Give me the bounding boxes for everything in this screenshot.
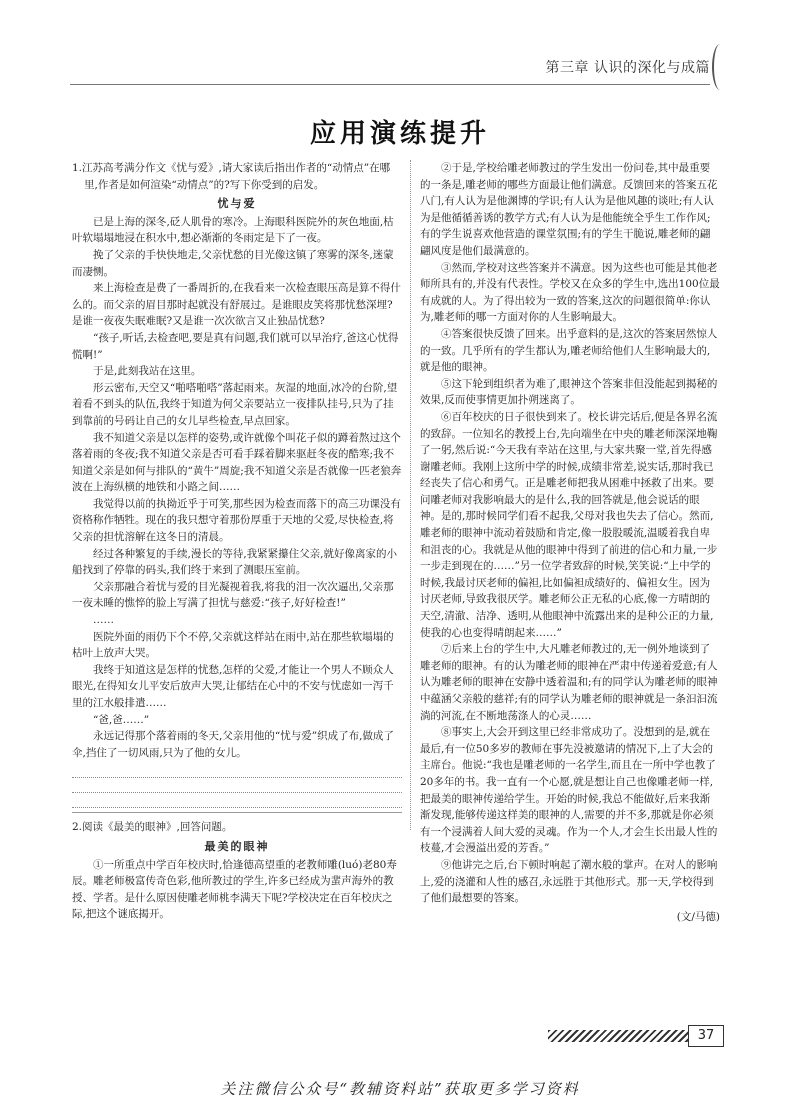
- essay-2-title: 最美的眼神: [204, 839, 270, 853]
- essay-2-source: (文/马德): [676, 910, 720, 923]
- right-column: [420, 160, 720, 925]
- question-1-prompt: 1.江苏高考满分作文《忧与爱》,请大家读后指出作者的“动情点”在哪里,作者是如何渲染“动情点”的?写下你受到的启发。: [72, 162, 391, 191]
- answer-lines[interactable]: [72, 766, 402, 808]
- essay-2-paragraph: ⑤这下轮到组织者为难了,眼神这个答案非但没能起到揭秘的效果,反而使事情更加扑朔迷离了。: [420, 377, 718, 407]
- essay-1-paragraph: 我觉得以前的执拗近乎于可笑,那些因为检查而落下的高三功课没有资格称作牺牲。现在的我只想守着那份厚重于天地的父爱,尽快检查,将父亲的担忧溶解在这冬日的清晨。: [72, 497, 401, 544]
- essay-1-paragraph: 我不知道父亲是以怎样的姿势,或许就像个叫花子似的蹲着熬过这个落着雨的冬夜;我不知道父亲是否可看手踩着脚来驱赶冬夜的酷寒;我不知道父亲是如何与排队的“黄牛”周旋;我不知道父亲是否就像一匹老狼奔波在上海纵横的地铁和小路之间……: [72, 431, 402, 494]
- essay-2-paragraph: ②于是,学校给雕老师教过的学生发出一份问卷,其中最重要的一条是,雕老师的哪些方面最让他们满意。反馈回来的答案五花八门,有人认为是他渊博的学识;有人认为是他风趣的谈吐;有人认为是他循循善诱的教学方式;有人认为是他能统全乎生工作作风;有的学生说喜欢他营造的课堂氛围;有的学生干脆说,雕老师的翩翩风度是他们最满意的。: [420, 162, 718, 257]
- essay-1-title: 忧与爱: [217, 197, 257, 211]
- header-rule: [70, 84, 710, 85]
- page-number-hatch-bar: [548, 1030, 688, 1042]
- column-divider: [410, 160, 411, 830]
- essay-1-paragraph: 父亲那融合着忧与爱的目光凝视着我,将我的泪一次次逼出,父亲那一夜未睡的憔悴的脸上写满了担忧与慈爱:“孩子,好好检查!”: [72, 580, 394, 610]
- header-curl-ornament: [712, 44, 728, 90]
- essay-1-paragraph: 形云密布,天空又“啪嗒啪嗒”落起雨来。灰湿的地面,冰冷的台阶,望着看不到头的队伍,我终于知道为何父亲要站立一夜排队挂号,只为了挂到靠前的号码让自己的女儿早些检查,早点回家。: [72, 381, 398, 427]
- essay-2-paragraph: ⑦后来上台的学生中,大凡雕老师教过的,无一例外地谈到了雕老师的眼神。有的认为雕老师的眼神在严肃中传递着爱意;有人认为雕老师的眼神在安静中透着温和;有的同学认为雕老师的眼神中蕴涵父亲般的慈祥;有的同学认为雕老师的眼神就是一条汩汩流淌的河流,在不断地荡涤人的心灵……: [420, 643, 718, 722]
- essay-2-paragraph: ⑨他讲完之后,台下顿时响起了潮水般的掌声。在对人的影响上,爱的浇灌和人性的感召,永远胜于其他形式。那一天,学校得到了他们最想要的答案。: [420, 858, 718, 905]
- question-2-prompt: 2.阅读《最美的眼神》,回答问题。: [72, 821, 233, 834]
- page-number: 37: [688, 1025, 724, 1047]
- essay-2-paragraph: ⑥百年校庆的日子很快到来了。校长讲完话后,便是各界名流的致辞。一位知名的教授上台,先向端坐在中央的雕老师深深地鞠了一躬,然后说:“今天我有幸站在这里,与大家共聚一堂,首先得感谢雕老师。我刚上这所中学的时候,成绩非常差,说实话,那时我已经丧失了信心和勇气。正是雕老师把我从困难中拯救了出来。要问雕老师对我影响最大的是什么,我的回答就是,他会说话的眼神。是的,那时候同学们看不起我,父母对我也失去了信心。然而,雕老师的眼神中流动着鼓励和肯定,像一股股暖流,温暖着我自卑和沮丧的心。我就是从他的眼神中得到了前进的信心和力量,一步一步走到现在的……”另一位学者致辞的时候,笑笑说:“上中学的时候,我最讨厌老师的偏袒,比如偏袒成绩好的、偏袒女生。因为讨厌老师,导致我很厌学。雕老师公正无私的心底,像一方晴朗的天空,清澈、洁净、透明,从他眼神中流露出来的是种公正的力量,使我的心也变得晴朗起来……”: [420, 410, 718, 639]
- essay-1-paragraph: 永远记得那个落着雨的冬天,父亲用他的“忧与爱”织成了布,做成了伞,挡住了一切风雨,只为了他的女儿。: [72, 730, 394, 759]
- section-rule: [72, 812, 402, 813]
- essay-1-paragraph: 来上海检查是费了一番周折的,在我看来一次检查眼压高是算不得什么的。而父亲的眉目那时起就没有舒展过。是谁眼皮笑将那忧愁深埋?是谁一夜夜失眠难眠?又是谁一次次欲言又止独品忧愁?: [72, 282, 401, 328]
- essay-1-paragraph: “爸,爸……”: [93, 713, 150, 726]
- essay-1-paragraph: 于是,此刻我站在这里。: [93, 365, 202, 378]
- essay-1-body: [72, 214, 402, 762]
- chapter-header: 第三章 认识的深化与成篇: [545, 60, 710, 76]
- footer-note: 关注微信公众号“教辅资料站”获取更多学习资料: [220, 1080, 580, 1098]
- essay-1-paragraph: “孩子,听话,去检查吧,要是真有问题,我们就可以早治疗,爸这心忧得慌啊!”: [72, 331, 399, 361]
- answer-line[interactable]: [72, 796, 402, 808]
- answer-line[interactable]: [72, 781, 402, 793]
- left-column: [72, 160, 402, 923]
- essay-2-paragraph: ①一所重点中学百年校庆时,恰逢德高望重的老教师雕(luó)老80寿辰。雕老师极富传奇色彩,他所教过的学生,许多已经成为蜚声海外的教授、学者。是什么原因使雕老师桃李满天下呢?学校决定在百年校庆之际,把这个谜底揭开。: [72, 858, 397, 921]
- essay-1-paragraph: 挽了父亲的手快快地走,父亲忧愁的目光像这镇了寒雾的深冬,迷蒙而凄恻。: [72, 248, 394, 278]
- essay-1-paragraph: 医院外面的雨仍下个不停,父亲就这样站在雨中,站在那些软塌塌的枯叶上放声大哭。: [72, 630, 394, 660]
- essay-1-paragraph: ……: [93, 614, 114, 627]
- essay-2-paragraph: ③然而,学校对这些答案并不满意。因为这些也可能是其他老师所具有的,并没有代表性。学校又在众多的学生中,选出100位最有成就的人。为了得出较为一致的答案,这次的问题很简单:你认为,雕老师的哪一方面对你的人生影响最大。: [420, 261, 720, 324]
- page-title: 应用演练提升: [309, 119, 490, 149]
- essay-2-paragraph: ⑧事实上,大会开到这里已经非常成功了。没想到的是,就在最后,有一位50多岁的教师在事先没被邀请的情况下,上了大会的主席台。他说:“我也是雕老师的一名学生,而且在一所中学也教了20多年的书。我一直有一个心愿,就是想让自己也像雕老师一样,把最美的眼神传递给学生。开始的时候,我总不能做好,后来我渐渐发现,能够传递这样美的眼神的人,需要的并不多,那就是你必须有一个浸满着人间大爱的灵魂。作为一个人,才会生长出最人性的枝蔓,才会漫溢出爱的芳香。”: [420, 726, 718, 855]
- essay-1-paragraph: 经过各种繁复的手续,漫长的等待,我紧紧攥住父亲,就好像离家的小船找到了停靠的码头,我们终于来到了测眼压室前。: [72, 547, 398, 577]
- answer-line[interactable]: [72, 766, 402, 778]
- essay-1-paragraph: 已是上海的深冬,砭人肌骨的寒冷。上海眼科医院外的灰色地面,枯叶软塌塌地浸在积水中,想必渐渐的冬雨定是下了一夜。: [72, 215, 394, 245]
- essay-1-paragraph: 我终于知道这是怎样的忧愁,怎样的父爱,才能让一个男人不顾众人眼光,在得知女儿平安后放声大哭,让郁结在心中的不安与忧虑如一泻千里的江水般排遣……: [72, 663, 394, 709]
- essay-2-paragraph: ④答案很快反馈了回来。出乎意料的是,这次的答案居然惊人的一致。几乎所有的学生都认为,雕老师给他们人生影响最大的,就是他的眼神。: [420, 327, 718, 374]
